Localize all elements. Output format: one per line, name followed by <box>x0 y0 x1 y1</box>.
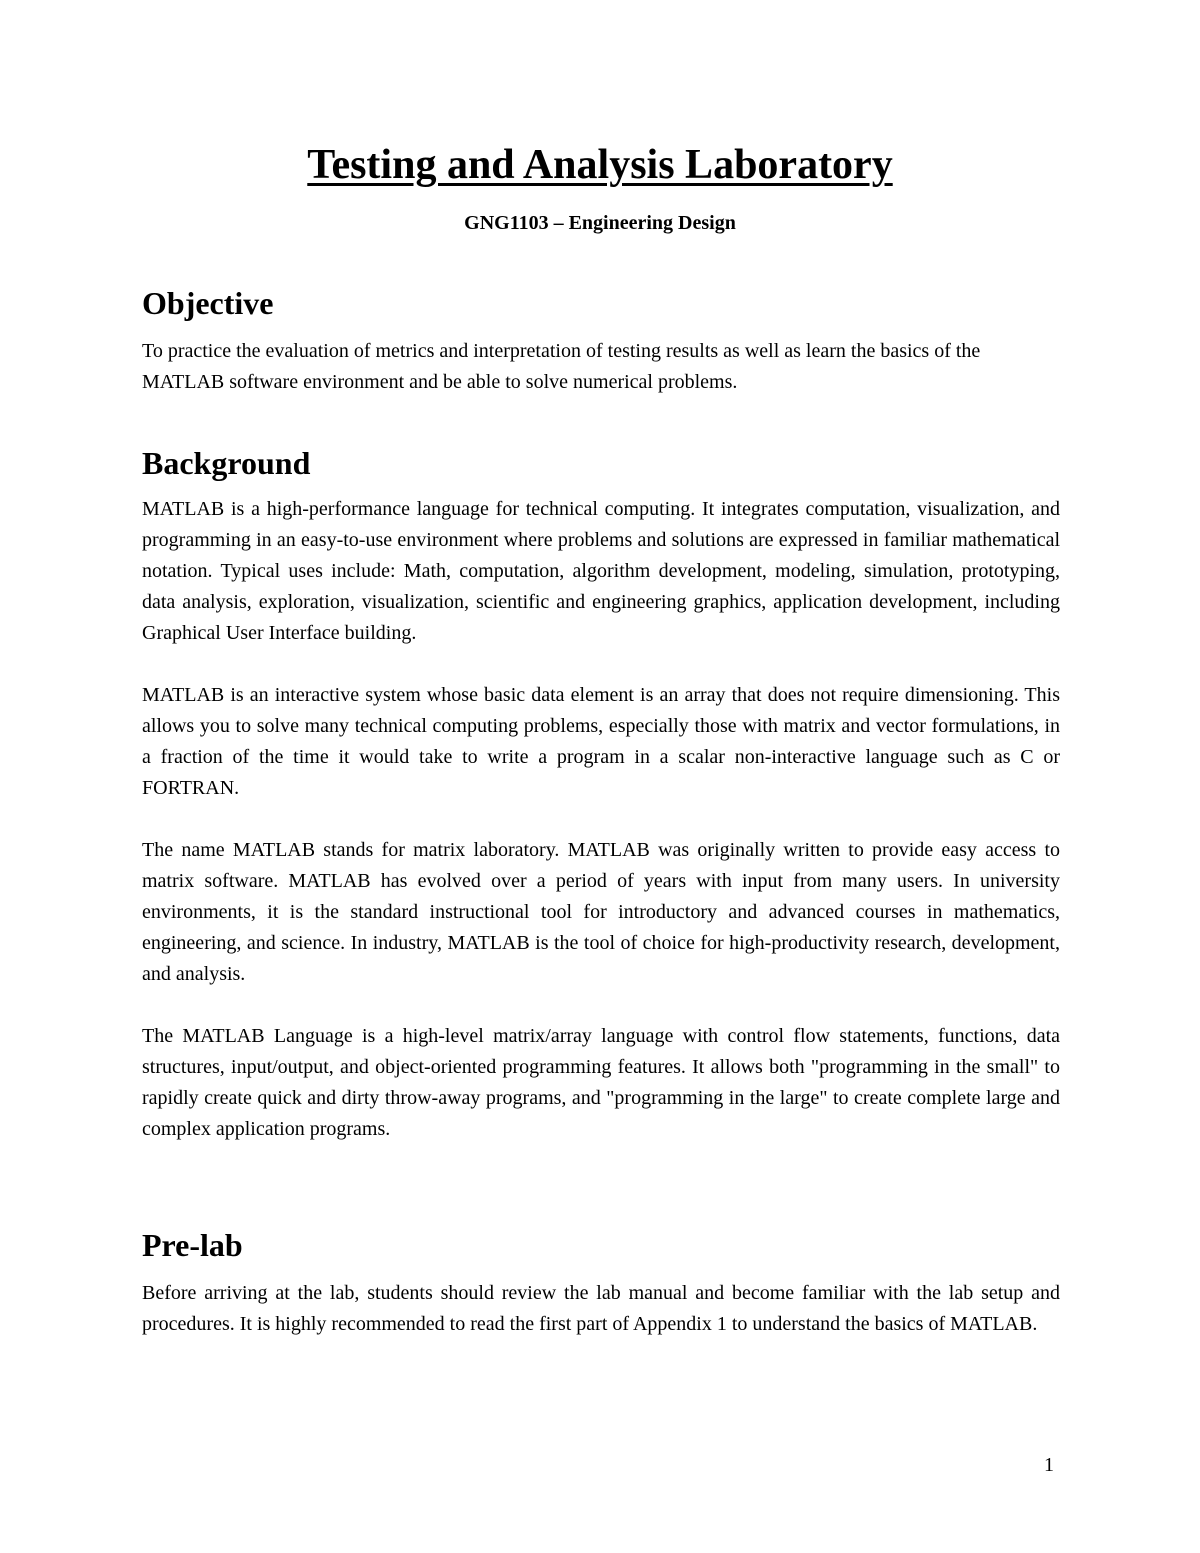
prelab-section <box>142 1226 1060 1340</box>
course-subtitle: GNG1103 – Engineering Design <box>464 212 736 234</box>
background-paragraph: MATLAB is an interactive system whose basic data element is an array that does not require dimensioning. This allows you to solve many technical computing problems, especially those with matrix and vector formulations, in a fraction of the time it would take to write a program in a scalar non-interactive language such as C or FORTRAN. <box>142 684 1060 800</box>
background-paragraph: MATLAB is a high-performance language for technical computing. It integrates computation, visualization, and programming in an easy-to-use environment where problems and solutions are expressed in familiar mathematical notation. Typical uses include: Math, computation, algorithm development, modeling, simulation, prototyping, data analysis, exploration, visualization, scientific and engineering graphics, application development, including Graphical User Interface building. <box>142 498 1060 645</box>
objective-heading: Objective <box>142 285 274 321</box>
prelab-text: Before arriving at the lab, students should review the lab manual and become familiar with the lab setup and procedures. It is highly recommended to read the first part of Appendix 1 to understand the basics of MATLAB. <box>142 1282 1060 1336</box>
prelab-heading: Pre-lab <box>142 1227 243 1263</box>
objective-section <box>142 284 1060 398</box>
background-heading: Background <box>142 445 311 481</box>
objective-text: To practice the evaluation of metrics and interpretation of testing results as well as learn the basics of the MATLAB software environment and be able to solve numerical problems. <box>142 340 981 394</box>
background-paragraph: The name MATLAB stands for matrix laboratory. MATLAB was originally written to provide easy access to matrix software. MATLAB has evolved over a period of years with input from many users. In university environments, it is the standard instructional tool for introductory and advanced courses in mathematics, engineering, and science. In industry, MATLAB is the tool of choice for high-productivity research, development, and analysis. <box>142 839 1060 986</box>
document-title: Testing and Analysis Laboratory <box>307 142 893 188</box>
background-section <box>142 444 1060 1145</box>
page-number: 1 <box>1044 1454 1054 1476</box>
background-paragraph: The MATLAB Language is a high-level matrix/array language with control flow statements, functions, data structures, input/output, and object-oriented programming features. It allows both "programming in the small" to rapidly create quick and dirty throw-away programs, and "programming in the large" to create complete large and complex application programs. <box>142 1025 1060 1141</box>
